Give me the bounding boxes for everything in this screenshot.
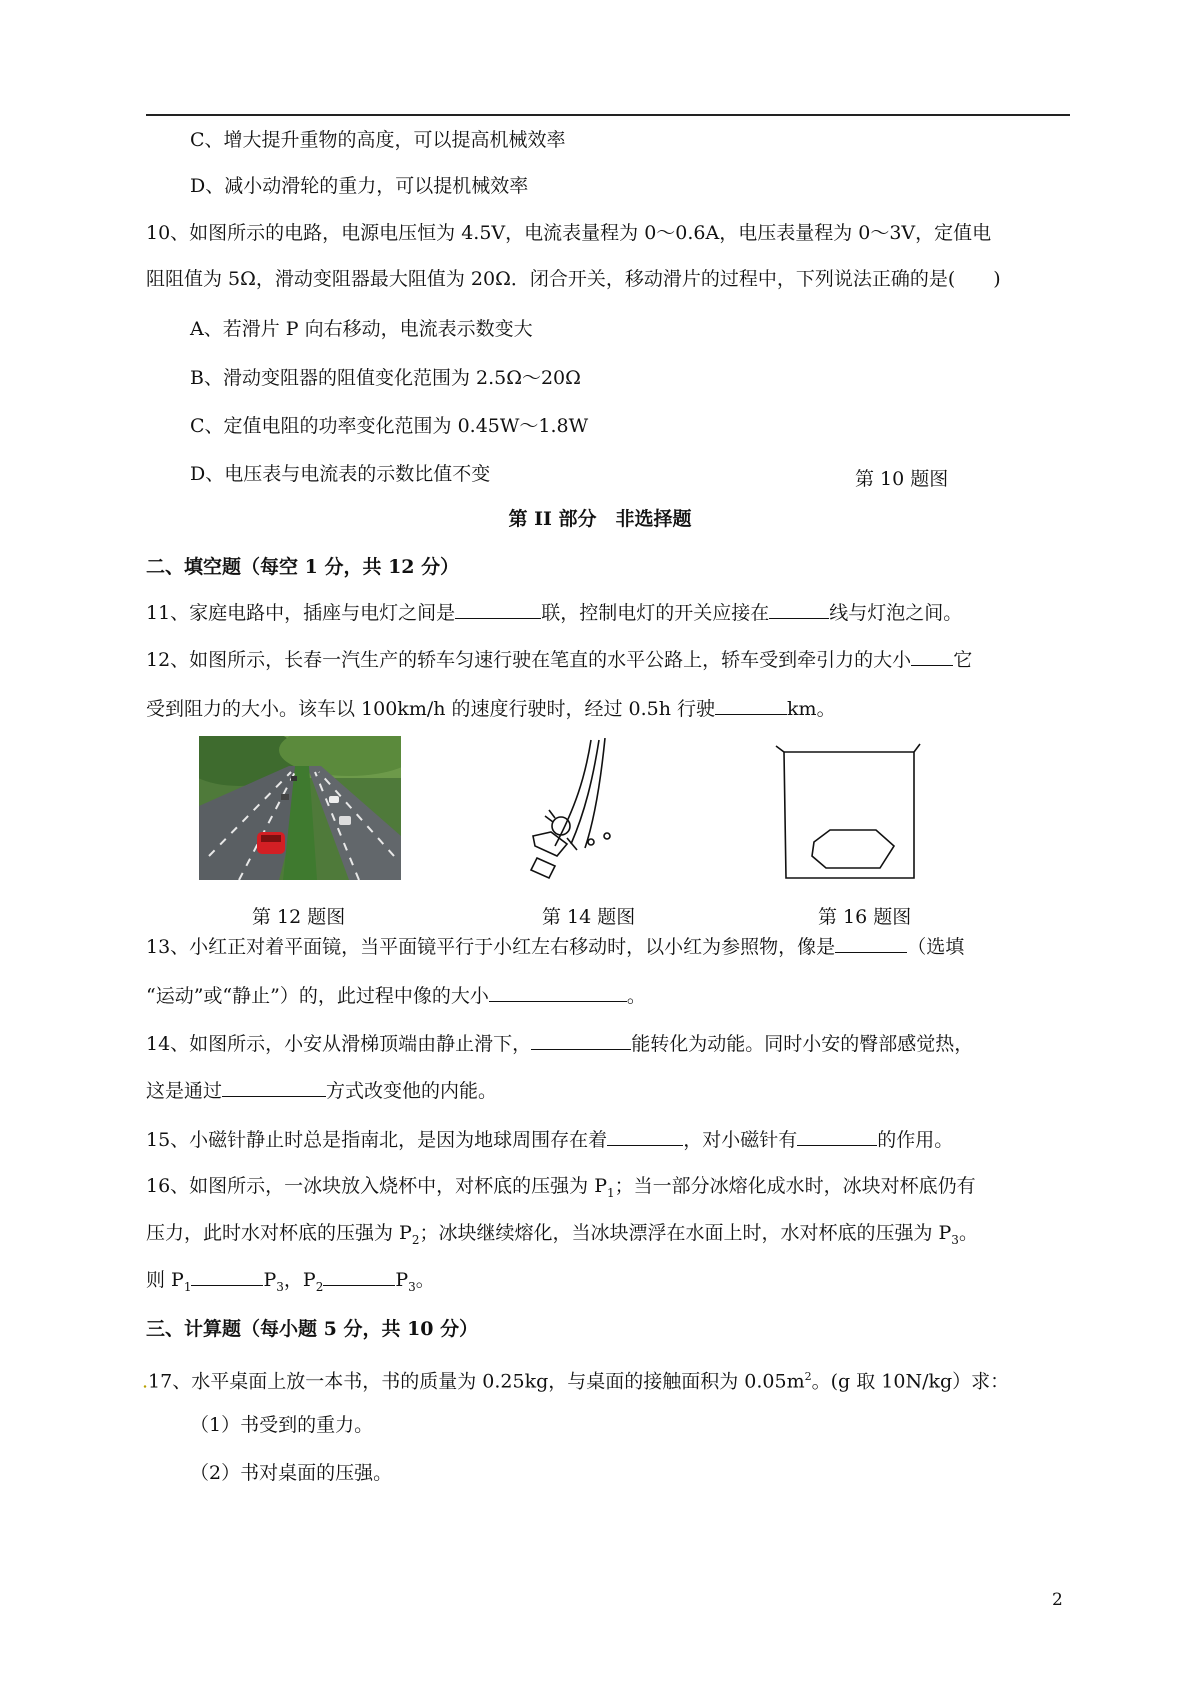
- fig16-beaker-drawing: [764, 738, 926, 888]
- q10-stem-line2: 阻阻值为 5Ω，滑动变阻器最大阻值为 20Ω．闭合开关，移动滑片的过程中，下列说法正确的是( ): [146, 268, 1001, 290]
- q14-line2: 这是通过 方式改变他的内能。: [146, 1080, 498, 1102]
- q16-line3: 则 $P_1$ $P_3$，$P_2$ $P_3$。: [146, 1269, 435, 1294]
- q16-blank-1[interactable]: [191, 1267, 263, 1286]
- q16-line1: 16、如图所示，一冰块放入烧杯中，对杯底的压强为 $P_1$；当一部分冰熔化成水时，冰块对杯底仍有: [146, 1175, 976, 1200]
- fig12-highway-image: [199, 736, 401, 880]
- q13-line1: 13、小红正对着平面镜，当平面镜平行于小红左右移动时，以小红为参照物，像是 （选填: [146, 936, 965, 958]
- q12-blank-1[interactable]: [911, 647, 953, 666]
- page-number: 2: [1052, 1590, 1063, 1610]
- q10-option-b: B、滑动变阻器的阻值变化范围为 2.5Ω～20Ω: [190, 367, 581, 389]
- q10-option-a: A、若滑片 P 向右移动，电流表示数变大: [190, 318, 533, 340]
- q13-blank-1[interactable]: [835, 934, 907, 953]
- q15-blank-2[interactable]: [797, 1127, 877, 1146]
- q11: 11、家庭电路中，插座与电灯之间是 联，控制电灯的开关应接在 线与灯泡之间。: [146, 602, 963, 624]
- fig16-caption: 第 16 题图: [818, 906, 912, 928]
- q10-option-c: C、定值电阻的功率变化范围为 0.45W～1.8W: [190, 415, 589, 437]
- q11-blank-1[interactable]: [455, 600, 541, 619]
- q17-part2: （2）书对桌面的压强。: [190, 1462, 393, 1484]
- fig14-slide-drawing: [525, 738, 625, 886]
- q13-line2: “运动”或“静止”）的，此过程中像的大小 。: [146, 985, 646, 1007]
- q17-part1: （1）书受到的重力。: [190, 1414, 374, 1436]
- q10-option-d: D、电压表与电流表的示数比值不变: [190, 463, 491, 485]
- header-rule: [146, 114, 1070, 116]
- q12-line1: 12、如图所示，长春一汽生产的轿车匀速行驶在笔直的水平公路上，轿车受到牵引力的大小 它: [146, 649, 973, 671]
- q9-option-c: C、增大提升重物的高度，可以提高机械效率: [190, 129, 566, 151]
- q12-blank-2[interactable]: [715, 696, 787, 715]
- q10-figure-caption: 第 10 题图: [855, 468, 949, 490]
- q13-blank-2[interactable]: [489, 983, 627, 1002]
- part2-title: 第 II 部分 非选择题: [508, 508, 692, 530]
- q12-line2: 受到阻力的大小。该车以 100km/h 的速度行驶时，经过 0.5h 行驶 km。: [146, 698, 836, 720]
- fig14-caption: 第 14 题图: [542, 906, 636, 928]
- fig12-caption: 第 12 题图: [252, 906, 346, 928]
- q14-blank-2[interactable]: [222, 1078, 326, 1097]
- q15-blank-1[interactable]: [607, 1127, 683, 1146]
- q16-blank-2[interactable]: [323, 1267, 395, 1286]
- q16-line2: 压力，此时水对杯底的压强为 $P_2$；冰块继续熔化，当冰块漂浮在水面上时，水对杯底的压强为 $P_3$。: [146, 1222, 978, 1247]
- q10-stem-line1: 10、如图所示的电路，电源电压恒为 4.5V，电流表量程为 0～0.6A，电压表量程为 0～3V，定值电: [146, 222, 992, 244]
- q9-option-d: D、减小动滑轮的重力，可以提机械效率: [190, 175, 529, 197]
- section2-heading: 二、填空题（每空 1 分，共 12 分）: [146, 556, 460, 578]
- q14-line1: 14、如图所示，小安从滑梯顶端由静止滑下， 能转化为动能。同时小安的臀部感觉热，: [146, 1033, 974, 1055]
- q17-stem: .17、水平桌面上放一本书，书的质量为 0.25kg，与桌面的接触面积为 $0.05m^2$。(g 取 10N/kg）求：: [142, 1370, 1010, 1393]
- q14-blank-1[interactable]: [531, 1031, 631, 1050]
- q15: 15、小磁针静止时总是指南北，是因为地球周围存在着 ，对小磁针有 的作用。: [146, 1129, 954, 1151]
- q11-blank-2[interactable]: [769, 600, 829, 619]
- section3-heading: 三、计算题（每小题 5 分，共 10 分）: [146, 1318, 479, 1340]
